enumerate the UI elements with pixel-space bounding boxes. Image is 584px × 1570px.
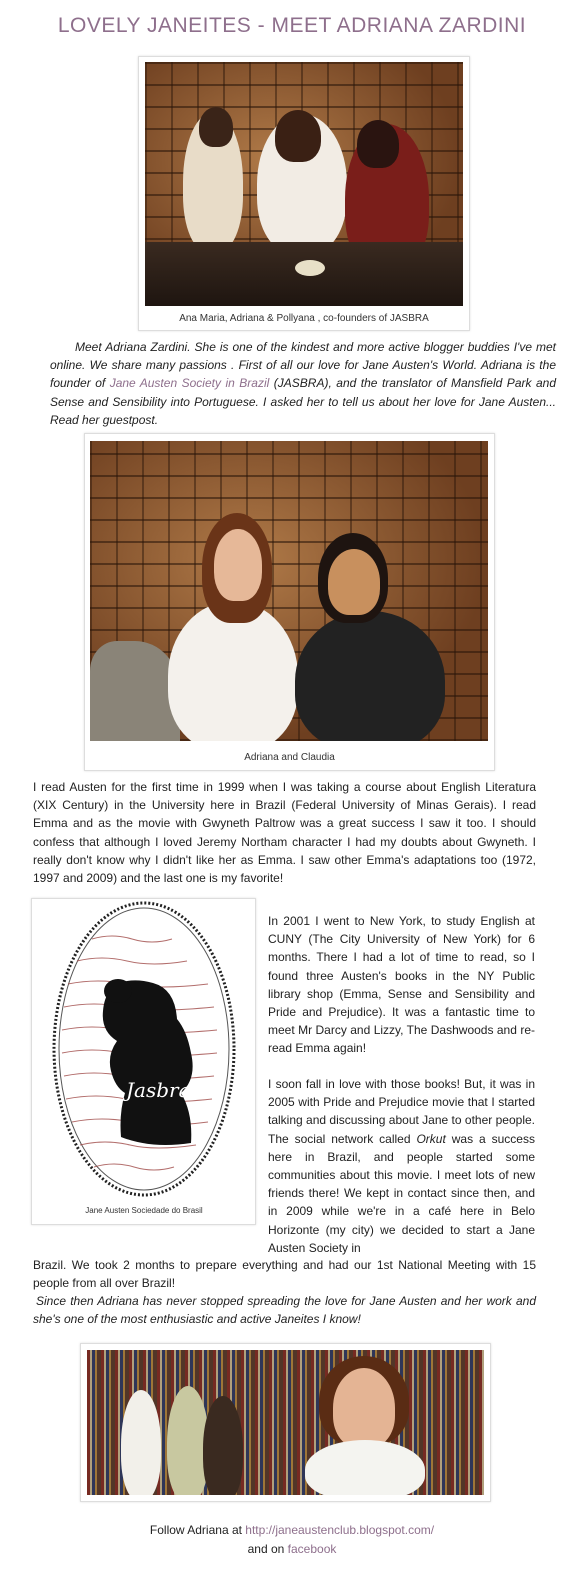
jasbra-logo [32, 899, 255, 1224]
guestpost-paragraph-3-end: Brazil. We took 2 months to prepare everything and had our 1st National Meeting with 15 people from all over Brazil! [33, 1258, 536, 1291]
guestpost-paragraph-2: In 2001 I went to New York, to study English at CUNY (The City University of New York) for 6 months. There I had a lot of time to read, so I found three Austen's books in the NY Public library shop (Emma, Sense and Sensibility and Pride and Prejudice). It was a fantastic time to meet Mr Darcy and Lizzy, The Dashwoods and re-read Emma again! [268, 914, 535, 1056]
guestpost-paragraph-1: I read Austen for the first time in 1999 when I was taking a course about English Literatura (XIX Century) in the University here in Brazil (Federal University of Minas Gerais). I read Emma and as the movie with Gwyneth Paltrow was a great success I saw it too. I should confess that although I loved Jeremy Northam character I had my doubts about Gwyneth. I really don't know why I didn't like her as Emma. I saw other Emma's adaptations too (1972, 1997 and 2009) and the last one is my favorite! [33, 780, 536, 886]
photo-plate [295, 260, 325, 276]
orkut-text: Orkut [416, 1131, 446, 1146]
photo-rock [90, 641, 180, 741]
logo-word: Jasbra [126, 1078, 191, 1102]
blog-link[interactable]: http://janeaustenclub.blogspot.com/ [245, 1523, 435, 1537]
follow-text: Follow Adriana at [149, 1523, 246, 1537]
logo-caption: Jane Austen Sociedade do Brasil [85, 1206, 203, 1215]
photo-person [333, 1368, 395, 1448]
page-title: LOVELY JANEITES - MEET ADRIANA ZARDINI [57, 14, 527, 37]
facebook-line [0, 1542, 584, 1556]
photo-bookstore-frame [80, 1343, 491, 1502]
photo-person [295, 611, 445, 741]
logo-bun [104, 979, 132, 1003]
facebook-link[interactable]: facebook [287, 1542, 337, 1556]
photo-person [203, 1396, 243, 1495]
jasbra-logo-frame [31, 898, 256, 1225]
photo-cofounders-frame [138, 56, 470, 331]
guestpost-paragraph-3 [268, 1075, 535, 1257]
photo-bookstore [87, 1350, 484, 1495]
photo-person [328, 549, 380, 615]
photo-person [121, 1390, 161, 1495]
photo-adriana-claudia [90, 441, 488, 741]
photo-person [199, 107, 233, 147]
photo-person [357, 120, 399, 168]
photo-adriana-claudia-caption: Adriana and Claudia [244, 752, 335, 763]
jasbra-link[interactable]: Jane Austen Society in Brazil [109, 376, 270, 391]
intro-text-2: (JASBRA), and the translator of Mansfield Park and Sense and Sensibility into Portuguese. I asked her to tell us about her love for Jane Austen... Read her guestpost. [50, 376, 556, 427]
intro-text-1: Meet Adriana Zardini. She is one of the kindest and more active blogger buddies I've met online. We share many passions . First of all our love for Jane Austen's World. Adriana is the founder of [50, 340, 556, 391]
closing-paragraph: Since then Adriana has never stopped spreading the love for Jane Austen and her work and she's one of the most enthusiastic and active Janeites I know! [33, 1294, 536, 1327]
photo-cofounders-caption: Ana Maria, Adriana & Pollyana , co-founders of JASBRA [179, 313, 429, 324]
intro-paragraph [50, 338, 556, 429]
photo-person [275, 110, 321, 162]
photo-adriana-claudia-frame [84, 433, 495, 771]
para3-text-2: was a success here in Brazil, and people started some communities about this movie. I meet lots of new friends there! We kept in contact since then, and in 2009 while we're in a café here in Belo Horizonte (my city) we decided to start a Jane Austen Society in [268, 1131, 535, 1255]
photo-cofounders [145, 62, 463, 306]
para3-text-1: I soon fall in love with those books! But, it was in 2005 with Pride and Prejudice movie that I started talking and discussing about Jane to other people. The social network called [268, 1077, 535, 1146]
follow-line [0, 1523, 584, 1537]
photo-person [305, 1440, 425, 1495]
photo-person [214, 529, 262, 601]
and-text: and on [247, 1542, 288, 1556]
